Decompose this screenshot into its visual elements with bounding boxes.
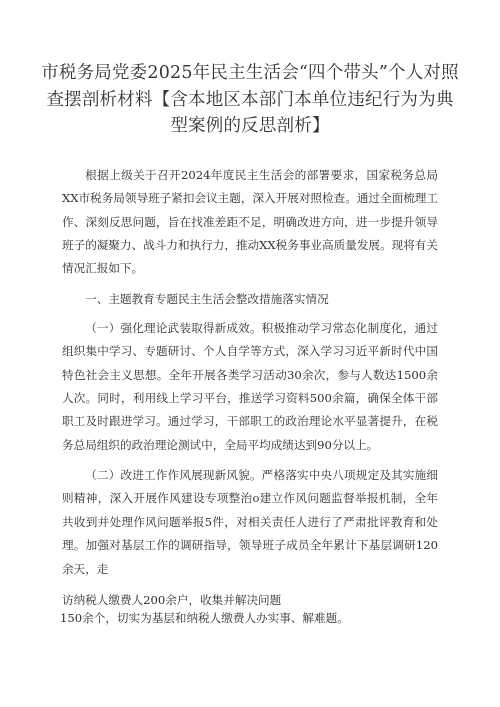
intro-paragraph: 根据上级关于召开2024年度民主生活会的部署要求，国家税务总局XX市税务局领导班子紧扣会议主题，深入开展对照检查。通过全面梳理工作、深刻反思问题，旨在找准差距不足，明确改进方向，进一步提升领导班子的凝聚力、战斗力和执行力，推动XX税务事业高质量发展。现将有关情况汇报如下。 bbox=[62, 168, 438, 276]
tail-line-1: 访纳税人缴费人200余户，收集并解决问题 bbox=[62, 593, 282, 607]
section-heading: 一、主题教育专题民主生活会整改措施落实情况 bbox=[85, 291, 329, 306]
tail-line-2: 150余个，切实为基层和纳税人缴费人办实事、解难题。 bbox=[60, 610, 349, 625]
body-paragraph-theory: （一）强化理论武装取得新成效。积极推动学习常态化制度化，通过组织集中学习、专题研讨、个人自学等方式，深入学习习近平新时代中国特色社会主义思想。全年开展各类学习活动30余次，参与人数达1500余人次。同时，利用线上学习平台，推送学习资料500余篇，确保全体干部职工及时跟进学习。通过学习，干部职工的政治理论水平显著提升，在税务总局组织的政治理论测试中，全局平均成绩达到90分以上。 bbox=[62, 321, 438, 452]
document-title: 市税务局党委2025年民主生活会“四个带头”个人对照查摆剖析材料【含本地区本部门本单位违纪行为为典型案例的反思剖析】 bbox=[41, 63, 459, 136]
body-paragraph-style: （二）改进工作作风展现新风貌。严格落实中央八项规定及其实施细则精神，深入开展作风建设专项整治o建立作风问题监督举报机制，全年共收到并处理作风问题举报5件，对相关责任人进行了严肃批评教育和处理。加强对基层工作的调研指导，领导班子成员全年累计下基层调研120余天，走 bbox=[62, 468, 438, 576]
document-body bbox=[62, 164, 438, 588]
document-tail bbox=[62, 592, 442, 627]
